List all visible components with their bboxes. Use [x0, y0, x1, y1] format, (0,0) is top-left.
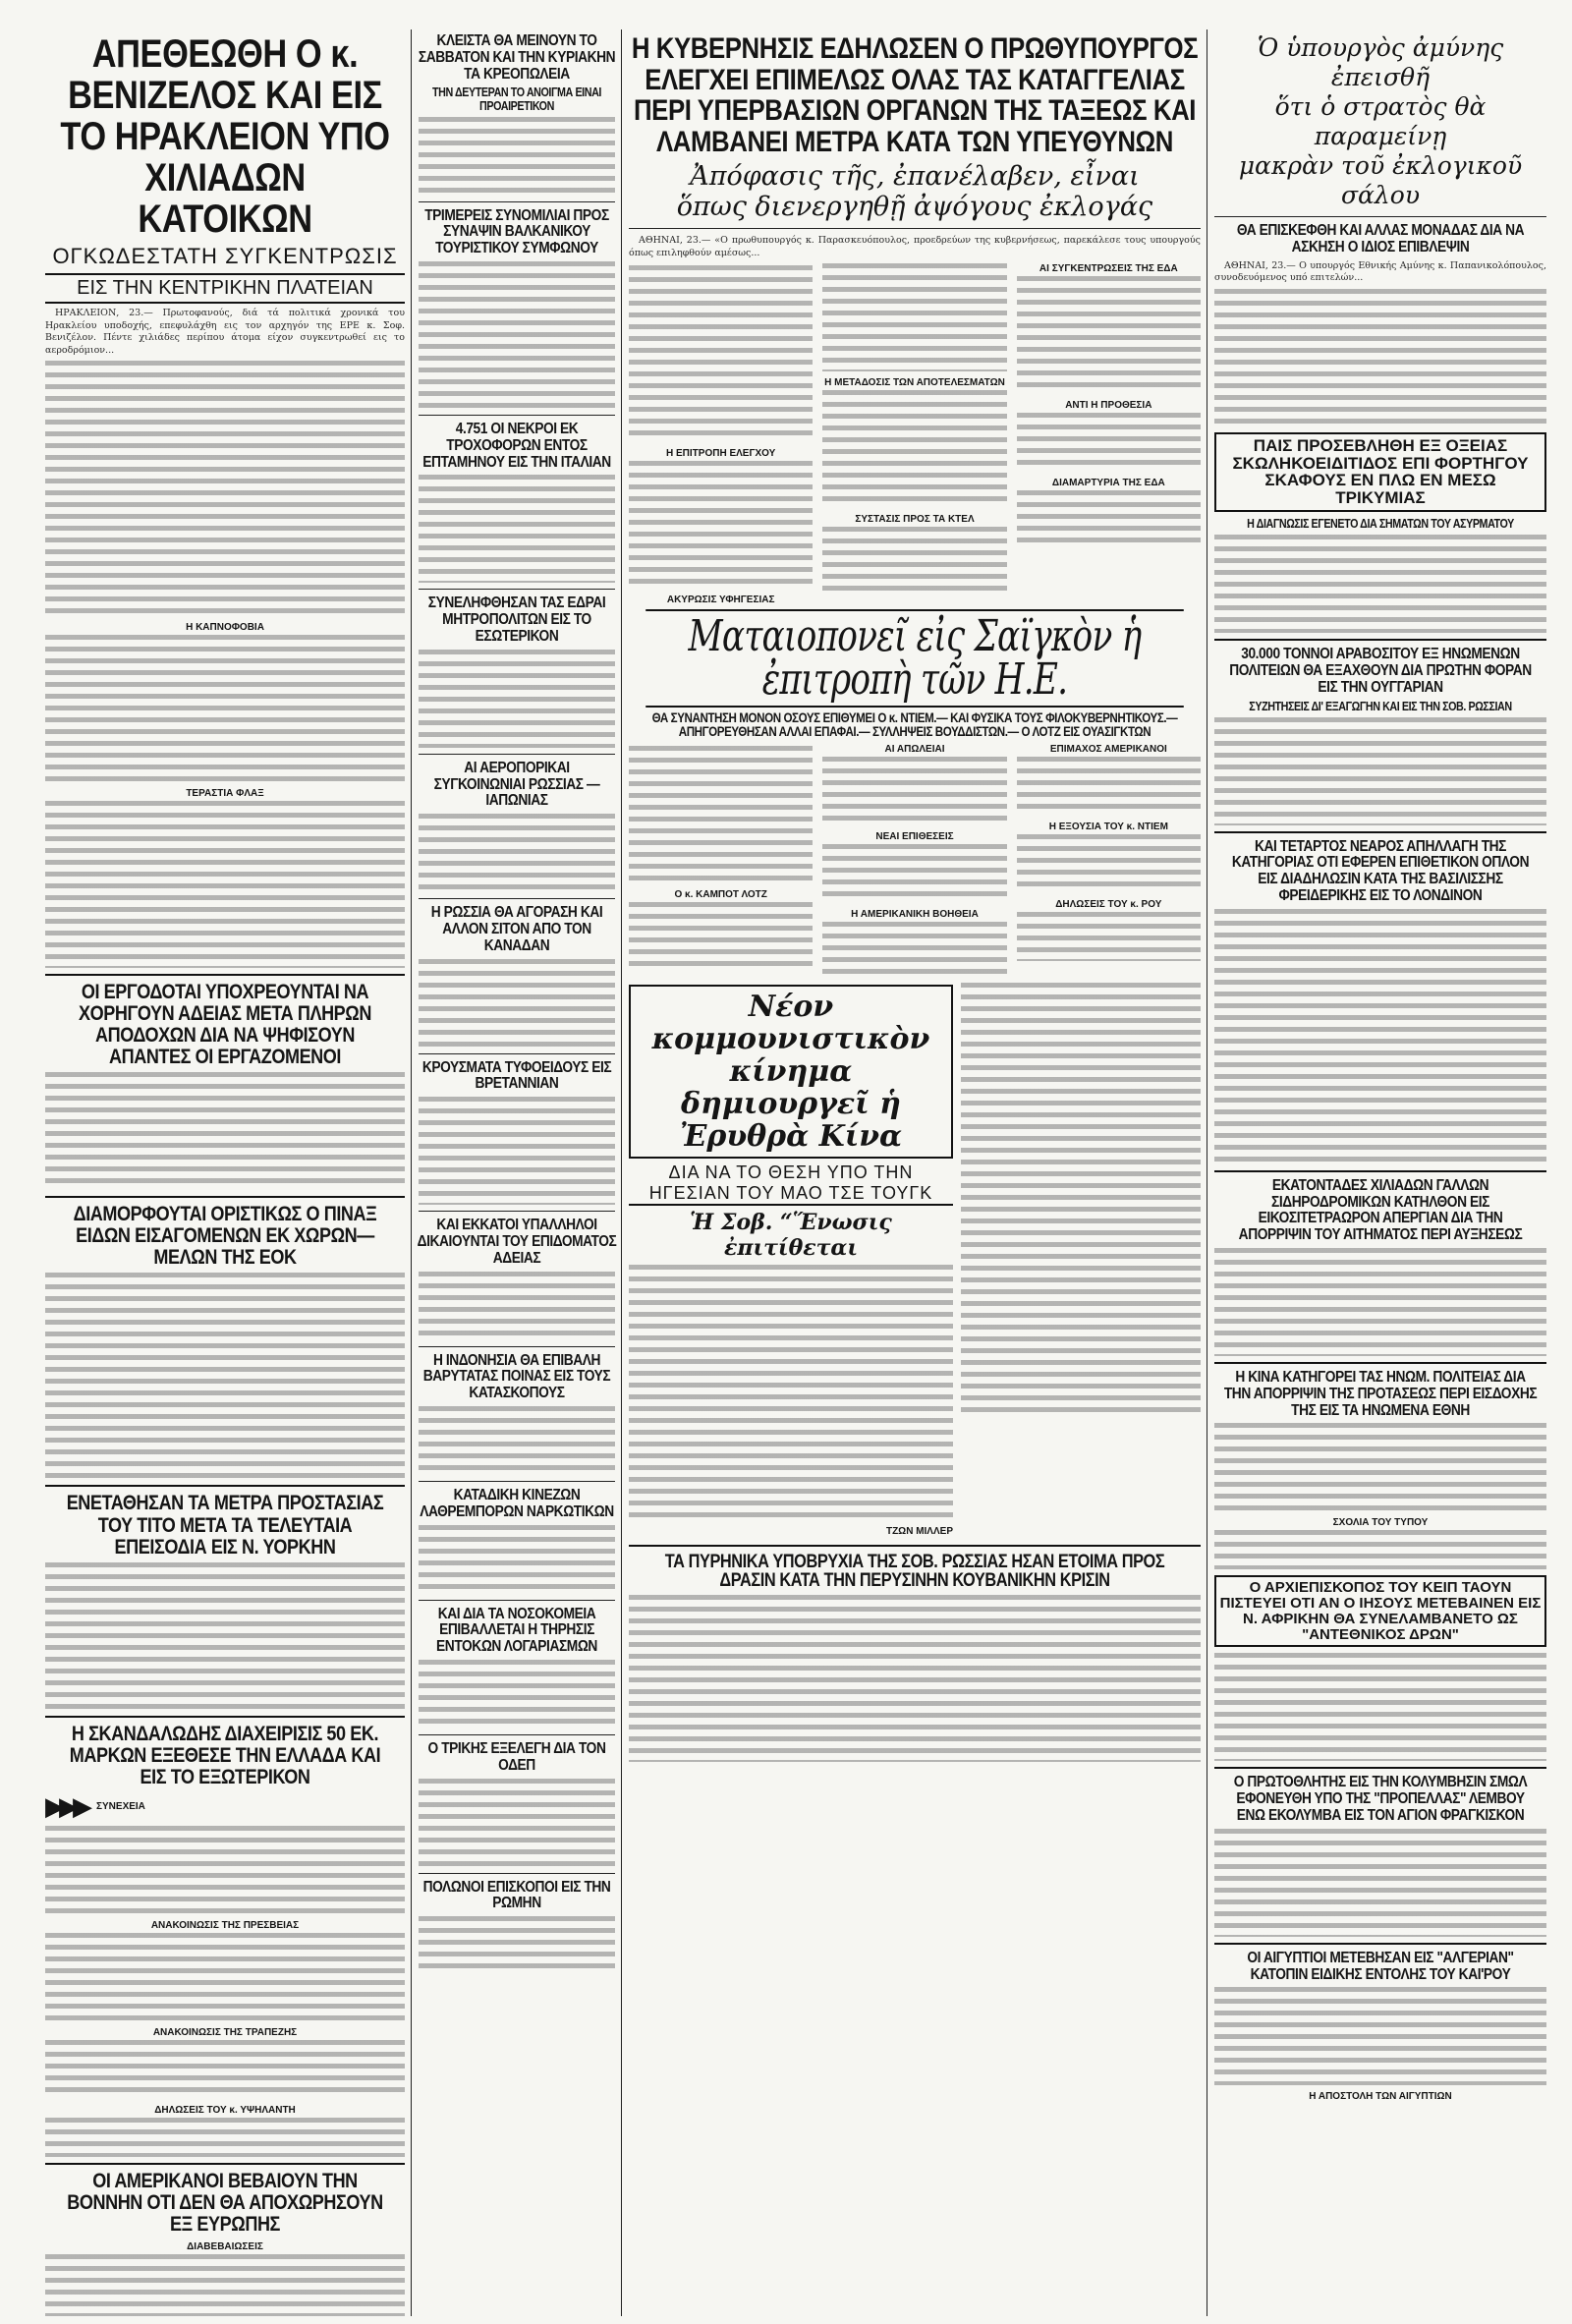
article-body-text [1214, 289, 1546, 426]
divider [1214, 216, 1546, 217]
section-kicker: Η ΕΞΟΥΣΙΑ ΤΟΥ κ. ΝΤΙΕΜ [1048, 821, 1168, 832]
divider [419, 589, 615, 590]
headline-un-saigon: Ματαιοπονεῖ εἰς Σαϊγκὸν ἡ ἐπιτροπὴ τῶν Η.Ε. [646, 609, 1184, 708]
article-body-text [629, 265, 813, 442]
divider [1214, 1362, 1546, 1364]
section-kicker: Η ΜΕΤΑΔΟΣΙΣ ΤΩΝ ΑΠΟΤΕΛΕΣΜΑΤΩΝ [824, 377, 1005, 389]
section-kicker: Η ΚΑΠΝΟΦΟΒΙΑ [186, 622, 264, 634]
column-center [623, 29, 1207, 2316]
subhead-pm-line-1: Ἀπόφασις τῆς, ἐπανέλαβεν, εἶναι [690, 161, 1140, 192]
article-body-text [629, 1595, 1201, 1762]
divider [419, 1600, 615, 1601]
headline-hospitals-accounts: ΚΑΙ ΔΙΑ ΤΑ ΝΟΣΟΚΟΜΕΙΑ ΕΠΙΒΑΛΛΕΤΑΙ Η ΤΗΡΗΣΙΣ ΕΝΤΟΚΩΝ ΛΟΓΑΡΙΑΣΜΩΝ [436, 1605, 597, 1656]
divider [419, 201, 615, 202]
article-body-text [45, 1933, 405, 2021]
article-body-text [1214, 1829, 1546, 1937]
section-kicker: ΝΕΑΙ ΕΠΙΘΕΣΕΙΣ [875, 830, 954, 842]
divider [629, 228, 1201, 229]
section-kicker: ΕΠΙΜΑΧΟΣ ΑΜΕΡΙΚΑΝΟΙ [1049, 743, 1167, 755]
subhead-pm-line-2: ὅπως διενεργηθῇ ἀψόγους ἐκλογάς [676, 192, 1153, 223]
headline-employers-leave: ΟΙ ΕΡΓΟΔΟΤΑΙ ΥΠΟΧΡΕΟΥΝΤΑΙ ΝΑ ΧΟΡΗΓΟΥΝ ΑΔΕΙΑΣ ΜΕΤΑ ΠΛΗΡΩΝ ΑΠΟΔΟΧΩΝ ΔΙΑ ΝΑ ΨΗΦΙΣΟΥΝ ΑΠΑΝΤΕΣ ΟΙ ΕΡΓΑΖΟΜΕΝΟΙ [79, 981, 371, 1069]
section-kicker: ΑΝΑΚΟΙΝΩΣΙΣ ΤΗΣ ΤΡΑΠΕΖΗΣ [152, 2026, 298, 2038]
article-body-text [1214, 1653, 1546, 1761]
divider [419, 1734, 615, 1735]
continues-arrows-icon: ▶▶▶ [45, 1791, 86, 1822]
article-dateline: ΗΡΑΚΛΕΙΟΝ, 23.— Πρωτοφανούς, διά τά πολιτικά χρονικά του Ηρακλείου υποδοχής, επεφυλάχθη εις τον αρχηγόν της ΕΡΕ κ. Σοφ. Βενιζέλον. Πέντε χιλιάδες περίπου άτομα είχον συγκεντρωθεί εις το αεροδρόμιον... [45, 308, 405, 356]
subhead-butchers: ΤΗΝ ΔΕΥΤΕΡΑΝ ΤΟ ΑΝΟΙΓΜΑ ΕΙΝΑΙ ΠΡΟΑΙΡΕΤΙΚΟΝ [432, 85, 601, 113]
headline-china-movement-2: δημιουργεῖ ἡ Ἐρυθρὰ Κίνα [679, 1086, 903, 1154]
subhead-un-saigon: ΘΑ ΣΥΝΑΝΤΗΣΗ ΜΟΝΟΝ ΟΣΟΥΣ ΕΠΙΘΥΜΕΙ Ο κ. ΝΤΙΕΜ.— ΚΑΙ ΦΥΣΙΚΑ ΤΟΥΣ ΦΙΛΟΚΥΒΕΡΝΗΤΙΚΟΥΣ.— ΑΠΗΓΟΡΕΥΘΗΣΑΝ ΑΛΛΑΙ ΕΠΑΦΑΙ.— ΣΥΛΛΗΨΕΙΣ ΒΟΥΔΔΙΣΤΩΝ.— Ο ΛΟΤΖ ΕΙΣ ΟΥΑΣΙΓΚΤΩΝ [651, 710, 1178, 740]
section-kicker: ΑΝΤΙ Η ΠΡΟΘΕΣΙΑ [1065, 400, 1152, 412]
headline-employees-leave-bonus: ΚΑΙ ΕΚΚΑΤΟΙ ΥΠΑΛΛΗΛΟΙ ΔΙΚΑΙΟΥΝΤΑΙ ΤΟΥ ΕΠΙΔΟΜΑΤΟΣ ΑΔΕΙΑΣ [417, 1217, 617, 1267]
divider [45, 1485, 405, 1487]
section-kicker: ΔΙΑΜΑΡΤΥΡΙΑ ΤΗΣ ΕΔΑ [1051, 478, 1165, 489]
subhead-soviet-attacks: Ἡ Σοβ. “Ἕνωσις ἐπιτίθεται [690, 1209, 892, 1261]
article-body-text [45, 635, 405, 782]
headline-italy-traffic-deaths: 4.751 ΟΙ ΝΕΚΡΟΙ ΕΚ ΤΡΟΧΟΦΟΡΩΝ ΕΝΤΟΣ ΕΠΤΑΜΗΝΟΥ ΕΙΣ ΤΗΝ ΙΤΑΛΙΑΝ [422, 421, 611, 471]
article-body-text [1214, 1248, 1546, 1356]
article-body-text [419, 117, 615, 196]
article-body-text [1017, 834, 1201, 893]
column-rule-2 [621, 29, 622, 2316]
article-body-text [419, 1097, 615, 1205]
headline-london-youth: ΚΑΙ ΤΕΤΑΡΤΟΣ ΝΕΑΡΟΣ ΑΠΗΛΛΑΓΗ ΤΗΣ ΚΑΤΗΓΟΡΙΑΣ ΟΤΙ ΕΦΕΡΕΝ ΕΠΙΘΕΤΙΚΟΝ ΟΠΛΟΝ ΕΙΣ ΔΙΑΔΗΛΩΣΙΝ ΚΑΤΑ ΤΗΣ ΒΑΣΙΛΙΣΣΗΣ ΦΡΕΙΔΕΡΙΚΗΣ ΕΙΣ ΤΟ ΛΟΝΔΙΝΟΝ [1231, 837, 1530, 905]
section-kicker: Η ΑΠΟΣΤΟΛΗ ΤΩΝ ΑΙΓΥΠΤΙΩΝ [1309, 2091, 1452, 2103]
headline-metropolitan-sees: ΣΥΝΕΛΗΦΘΗΣΑΝ ΤΑΣ ΕΔΡΑΙ ΜΗΤΡΟΠΟΛΙΤΩΝ ΕΙΣ ΤΟ ΕΣΩΤΕΡΙΚΟΝ [427, 595, 606, 646]
article-body-text [1214, 909, 1546, 1164]
divider [419, 898, 615, 899]
headline-russia-canada-wheat: Η ΡΩΣΣΙΑ ΘΑ ΑΓΟΡΑΣΗ ΚΑΙ ΑΛΛΟΝ ΣΙΤΟΝ ΑΠΟ ΤΟΝ ΚΑΝΑΔΑΝ [430, 904, 603, 954]
article-body-text [419, 475, 615, 583]
section-kicker: ΑΙ ΑΠΩΛΕΙΑΙ [884, 743, 945, 755]
headline-balkan-tourism: ΤΡΙΜΕΡΕΙΣ ΣΥΝΟΜΙΛΙΑΙ ΠΡΟΣ ΣΥΝΑΨΙΝ ΒΑΛΚΑΝΙΚΟΥ ΤΟΥΡΙΣΤΙΚΟΥ ΣΥΜΦΩΝΟΥ [424, 206, 609, 257]
main-headline-defense-3: μακρὰν τοῦ ἐκλογικοῦ σάλου [1238, 151, 1523, 209]
headline-swimmer-killed: Ο ΠΡΩΤΟΘΛΗΤΗΣ ΕΙΣ ΤΗΝ ΚΟΛΥΜΒΗΣΙΝ ΣΜΩΛ ΕΦΟΝΕΥΘΗ ΥΠΟ ΤΗΣ "ΠΡΟΠΕΛΛΑΣ" ΛΕΜΒΟΥ ΕΝΩ ΕΚΟΛΥΜΒΑ ΕΙΣ ΤΟΝ ΑΓΙΟΝ ΦΡΑΓΚΙΣΚΟΝ [1233, 1774, 1528, 1825]
divider [45, 1196, 405, 1198]
main-headline-government: Η ΚΥΒΕΡΝΗΣΙΣ ΕΔΗΛΩΣΕΝ Ο ΠΡΩΘΥΠΟΥΡΓΟΣ ΕΛΕΓΧΕΙ ΕΠΙΜΕΛΩΣ ΟΛΑΣ ΤΑΣ ΚΑΤΑΓΓΕΛΙΑΣ ΠΕΡΙ ΥΠΕΡΒΑΣΙΩΝ ΟΡΓΑΝΩΝ ΤΗΣ ΤΑΞΕΩΣ ΚΑΙ ΛΑΜΒΑΝΕΙ ΜΕΤΡΑ ΚΑΤΑ ΤΩΝ ΥΠΕΥΘΥΝΩΝ [631, 32, 1199, 158]
headline-americans-bonn: ΟΙ ΑΜΕΡΙΚΑΝΟΙ ΒΕΒΑΙΟΥΝ ΤΗΝ ΒΟΝΝΗΝ ΟΤΙ ΔΕΝ ΘΑ ΑΠΟΧΩΡΗΣΟΥΝ ΕΞ ΕΥΡΩΠΗΣ [67, 2169, 383, 2236]
section-kicker: ΣΥΣΤΑΣΙΣ ΠΡΟΣ ΤΑ ΚΤΕΛ [855, 514, 975, 526]
column-left [39, 29, 411, 2316]
article-body-text [629, 902, 813, 971]
article-body-text [419, 261, 615, 409]
article-body-text [419, 650, 615, 748]
article-body-text [45, 801, 405, 968]
divider [629, 1545, 1201, 1547]
section-kicker: Η ΕΠΙΤΡΟΠΗ ΕΛΕΓΧΟΥ [666, 448, 776, 460]
article-body-text [1214, 1423, 1546, 1511]
main-headline-venizelos: ΑΠΕΘΕΩΘΗ Ο κ. ΒΕΝΙΖΕΛΟΣ ΚΑΙ ΕΙΣ ΤΟ ΗΡΑΚΛΕΙΟΝ ΥΠΟ ΧΙΛΙΑΔΩΝ ΚΑΤΟΙΚΩΝ [60, 32, 390, 241]
headline-child-appendicitis: ΠΑΙΣ ΠΡΟΣΕΒΛΗΘΗ ΕΞ ΟΞΕΙΑΣ ΣΚΩΛΗΚΟΕΙΔΙΤΙΔΟΣ ΕΠΙ ΦΟΡΤΗΓΟΥ ΣΚΑΦΟΥΣ ΕΝ ΠΛΩ ΕΝ ΜΕΣΩ ΤΡΙΚΥΜΙΑΣ [1214, 432, 1546, 512]
headline-typhoid-britain: ΚΡΟΥΣΜΑΤΑ ΤΥΦΟΕΙΔΟΥΣ ΕΙΣ ΒΡΕΤΑΝΝΙΑΝ [421, 1058, 612, 1093]
divider [419, 1481, 615, 1482]
section-kicker: ΣΧΟΛΙΑ ΤΟΥ ΤΥΠΟΥ [1332, 1517, 1429, 1529]
continues-label: ΣΥΝΕΧΕΙΑ [96, 1801, 145, 1813]
headline-soviet-submarines: ΤΑ ΠΥΡΗΝΙΚΑ ΥΠΟΒΡΥΧΙΑ ΤΗΣ ΣΟΒ. ΡΩΣΣΙΑΣ ΗΣΑΝ ΕΤΟΙΜΑ ΠΡΟΣ ΔΡΑΣΙΝ ΚΑΤΑ ΤΗΝ ΠΕΡΥΣΙΝΗΝ ΚΟΥΒΑΝΙΚΗΝ ΚΡΙΣΙΝ [664, 1551, 1165, 1592]
headline-archbishop-capetown: Ο ΑΡΧΙΕΠΙΣΚΟΠΟΣ ΤΟΥ ΚΕΙΠ ΤΑΟΥΝ ΠΙΣΤΕΥΕΙ ΟΤΙ ΑΝ Ο ΙΗΣΟΥΣ ΜΕΤΕΒΑΙΝΕΝ ΕΙΣ Ν. ΑΦΡΙΚΗΝ ΘΑ ΣΥΝΕΛΑΜΒΑΝΕΤΟ ΩΣ "ΑΝΤΕΘΝΙΚΟΣ ΔΡΩΝ" [1214, 1575, 1546, 1647]
subhead-central-square: ΕΙΣ ΤΗΝ ΚΕΝΤΡΙΚΗΝ ΠΛΑΤΕΙΑΝ [45, 273, 405, 304]
divider [1214, 1943, 1546, 1945]
subhead-corn-soviet: ΣΥΖΗΤΗΣΕΙΣ ΔΙ' ΕΞΑΓΩΓΗΝ ΚΑΙ ΕΙΣ ΤΗΝ ΣΟΒ. ΡΩΣΣΙΑΝ [1249, 699, 1512, 713]
article-body-text [45, 1562, 405, 1710]
section-kicker: ΔΙΑΒΕΒΑΙΩΣΕΙΣ [187, 2240, 263, 2252]
headline-egyptians-algeria: ΟΙ ΑΙΓΥΠΤΙΟΙ ΜΕΤΕΒΗΣΑΝ ΕΙΣ "ΑΛΓΕΡΙΑΝ" ΚΑΤΟΠΙΝ ΕΙΔΙΚΗΣ ΕΝΤΟΛΗΣ ΤΟΥ ΚΑΙ'ΡΟΥ [1247, 1949, 1514, 1983]
article-body-text [45, 2254, 405, 2316]
article-body-text [419, 814, 615, 892]
headline-china-un: Η ΚΙΝΑ ΚΑΤΗΓΟΡΕΙ ΤΑΣ ΗΝΩΜ. ΠΟΛΙΤΕΙΑΣ ΔΙΑ ΤΗΝ ΑΠΟΡΡΙΨΙΝ ΤΗΣ ΠΡΟΤΑΣΕΩΣ ΠΕΡΙ ΕΙΣΔΟΧΗΣ ΤΗΣ ΕΙΣ ΤΑ ΗΝΩΜΕΝΑ ΕΘΝΗ [1223, 1369, 1538, 1419]
article-dateline: ΑΘΗΝΑΙ, 23.— «Ο πρωθυπουργός κ. Παρασκευόπουλος, προεδρεύων της κυβερνήσεως, παρεκάλεσε τους υπουργούς όπως επιληφθούν αμέσως... [629, 235, 1201, 258]
article-dateline: ΑΘΗΝΑΙ, 23.— Ο υπουργός Εθνικής Αμύνης κ. Παπανικολόπουλος, συνοδευόμενος υπό επιτελών... [1214, 259, 1546, 284]
article-body-text [45, 2040, 405, 2099]
article-body-text [629, 461, 813, 589]
subhead-radio-diagnosis: Η ΔΙΑΓΝΩΣΙΣ ΕΓΕΝΕΤΟ ΔΙΑ ΣΗΜΑΤΩΝ ΤΟΥ ΑΣΥΡΜΑΤΟΥ [1247, 517, 1514, 532]
article-body-text [45, 1826, 405, 1914]
section-kicker: ΑΙ ΣΥΓΚΕΝΤΡΩΣΕΙΣ ΤΗΣ ΕΔΑ [1039, 263, 1178, 275]
article-body-text [822, 390, 1006, 508]
section-kicker: Ο κ. ΚΑΜΠΟΤ ΛΟΤΖ [674, 888, 767, 900]
subhead-china-mao: ΔΙΑ ΝΑ ΤΟ ΘΕΣΗ ΥΠΟ ΤΗΝ ΗΓΕΣΙΑΝ ΤΟΥ ΜΑΟ ΤΣΕ ΤΟΥΓΚ [629, 1162, 953, 1206]
article-body-text [822, 263, 1006, 371]
headline-tito-protection: ΕΝΕΤΑΘΗΣΑΝ ΤΑ ΜΕΤΡΑ ΠΡΟΣΤΑΣΙΑΣ ΤΟΥ ΤΙΤΟ ΜΕΤΑ ΤΑ ΤΕΛΕΥΤΑΙΑ ΕΠΕΙΣΟΔΙΑ ΕΙΣ Ν. ΥΟΡΚΗΝ [66, 1492, 384, 1559]
article-body-text [1017, 490, 1201, 549]
section-kicker: ΔΗΛΩΣΕΙΣ ΤΟΥ κ. ΥΨΗΛΑΝΤΗ [154, 2104, 296, 2116]
article-body-text [45, 361, 405, 616]
article-body-text [629, 1265, 953, 1520]
subhead-defense-visits: ΘΑ ΕΠΙΣΚΕΦΘΗ ΚΑΙ ΑΛΛΑΣ ΜΟΝΑΔΑΣ ΔΙΑ ΝΑ ΑΣΚΗΣΗ Ο ΙΔΙΟΣ ΕΠΙΒΛΕΨΙΝ [1236, 222, 1525, 255]
divider [419, 1211, 615, 1212]
divider [419, 415, 615, 416]
divider [419, 1346, 615, 1347]
headline-polish-bishops: ΠΟΛΩΝΟΙ ΕΠΙΣΚΟΠΟΙ ΕΙΣ ΤΗΝ ΡΩΜΗΝ [422, 1878, 611, 1912]
main-headline-defense-1: Ὁ ὑπουργὸς ἀμύνης ἐπεισθῆ [1257, 33, 1504, 91]
article-body-text [45, 2118, 405, 2157]
headline-chinese-smugglers: ΚΑΤΑΔΙΚΗ ΚΙΝΕΖΩΝ ΛΑΘΡΕΜΠΟΡΩΝ ΝΑΡΚΩΤΙΚΩΝ [420, 1486, 614, 1520]
divider [1214, 1767, 1546, 1769]
article-body-text [419, 1660, 615, 1729]
article-body-text [45, 1273, 405, 1479]
article-body-text [822, 757, 1006, 825]
article-body-text [45, 1072, 405, 1190]
column-right [1208, 29, 1552, 2316]
article-body-text [961, 983, 1201, 1415]
article-body-text [1017, 276, 1201, 394]
section-kicker: ΑΚΥΡΩΣΙΣ ΥΦΗΓΕΣΙΑΣ [666, 595, 775, 606]
article-body-text [1017, 413, 1201, 472]
article-body-text [1214, 1987, 1546, 2085]
article-body-text [419, 959, 615, 1048]
divider [1214, 831, 1546, 833]
column-second [413, 29, 621, 2316]
headline-french-rail-strike: ΕΚΑΤΟΝΤΑΔΕΣ ΧΙΛΙΑΔΩΝ ΓΑΛΛΩΝ ΣΙΔΗΡΟΔΡΟΜΙΚΩΝ ΚΑΤΗΛΘΟΝ ΕΙΣ ΕΙΚΟΣΙΤΕΤΡΑΩΡΟΝ ΑΠΕΡΓΙΑΝ ΔΙΑ ΤΗΝ ΑΠΟΡΡΙΨΙΝ ΤΟΥ ΑΙΤΗΜΑΤΟΣ ΠΕΡΙ ΑΥΞΗΣΕΩΣ [1238, 1176, 1523, 1244]
subhead-gathering: ΟΓΚΩΔΕΣΤΑΤΗ ΣΥΓΚΕΝΤΡΩΣΙΣ [52, 244, 398, 268]
section-kicker: Η ΑΜΕΡΙΚΑΝΙΚΗ ΒΟΗΘΕΙΑ [851, 908, 979, 920]
divider [45, 1716, 405, 1718]
article-body-text [629, 746, 813, 883]
section-kicker: ΔΗΛΩΣΕΙΣ ΤΟΥ κ. ΡΟΥ [1055, 898, 1162, 910]
article-body-text [419, 1525, 615, 1594]
divider [419, 1873, 615, 1874]
article-body-text [822, 527, 1006, 595]
headline-trikis-elected: Ο ΤΡΙΚΗΣ ΕΞΕΛΕΓΗ ΔΙΑ ΤΟΝ ΟΔΕΠ [427, 1739, 606, 1774]
section-kicker: ΑΝΑΚΟΙΝΩΣΙΣ ΤΗΣ ΠΡΕΣΒΕΙΑΣ [150, 1919, 300, 1931]
column-rule-1 [411, 29, 412, 2316]
divider [45, 2163, 405, 2165]
article-body-text [419, 1406, 615, 1475]
article-body-text [419, 1779, 615, 1867]
article-body-text [1214, 535, 1546, 633]
section-kicker: ΤΕΡΑΣΤΙΑ ΦΛΑΞ [186, 788, 264, 800]
article-body-text [419, 1272, 615, 1340]
divider [1214, 639, 1546, 641]
headline-butchers-closed: ΚΛΕΙΣΤΑ ΘΑ ΜΕΙΝΟΥΝ ΤΟ ΣΑΒΒΑΤΟΝ ΚΑΙ ΤΗΝ ΚΥΡΙΑΚΗΝ ΤΑ ΚΡΕΟΠΩΛΕΙΑ [418, 32, 616, 83]
headline-eec-imports: ΔΙΑΜΟΡΦΟΥΤΑΙ ΟΡΙΣΤΙΚΩΣ Ο ΠΙΝΑΞ ΕΙΔΩΝ ΕΙΣΑΓΟΜΕΝΩΝ ΕΚ ΧΩΡΩΝ—ΜΕΛΩΝ ΤΗΣ ΕΟΚ [73, 1203, 377, 1270]
headline-indonesia-spies: Η ΙΝΔΟΝΗΣΙΑ ΘΑ ΕΠΙΒΑΛΗ ΒΑΡΥΤΑΤΑΣ ΠΟΙΝΑΣ ΕΙΣ ΤΟΥΣ ΚΑΤΑΣΚΟΠΟΥΣ [422, 1351, 611, 1402]
article-body-text [1214, 717, 1546, 825]
article-body-text [419, 1916, 615, 1975]
divider [419, 1053, 615, 1054]
article-body-text [1017, 912, 1201, 961]
article-body-text [1214, 1530, 1546, 1569]
article-body-text [822, 844, 1006, 903]
divider [419, 754, 615, 755]
article-byline: ΤΖΩΝ ΜΙΛΛΕΡ [885, 1525, 953, 1537]
headline-russia-japan-flights: ΑΙ ΑΕΡΟΠΟΡΙΚΑΙ ΣΥΓΚΟΙΝΩΝΙΑΙ ΡΩΣΣΙΑΣ — ΙΑΠΩΝΙΑΣ [433, 759, 600, 810]
headline-china-movement-1: Νέον κομμουνιστικὸν κίνημα [651, 989, 930, 1089]
headline-corn-hungary: 30.000 ΤΟΝΝΟΙ ΑΡΑΒΟΣΙΤΟΥ ΕΞ ΗΝΩΜΕΝΩΝ ΠΟΛΙΤΕΙΩΝ ΘΑ ΕΞΑΧΘΟΥΝ ΔΙΑ ΠΡΩΤΗΝ ΦΟΡΑΝ ΕΙΣ ΤΗΝ ΟΥΓΓΑΡΙΑΝ [1229, 646, 1532, 696]
headline-marks-scandal: Η ΣΚΑΝΔΑΛΩΔΗΣ ΔΙΑΧΕΙΡΙΣΙΣ 50 ΕΚ. ΜΑΡΚΩΝ ΕΞΕΘΕΣΕ ΤΗΝ ΕΛΛΑΔΑ ΚΑΙ ΕΙΣ ΤΟ ΕΞΩΤΕΡΙΚΟΝ [69, 1722, 381, 1788]
article-body-text [1017, 757, 1201, 816]
article-body-text [822, 922, 1006, 981]
main-headline-defense-2: ὅτι ὁ στρατὸς θὰ παραμείνῃ [1274, 92, 1487, 150]
divider [45, 974, 405, 976]
divider [1214, 1170, 1546, 1172]
